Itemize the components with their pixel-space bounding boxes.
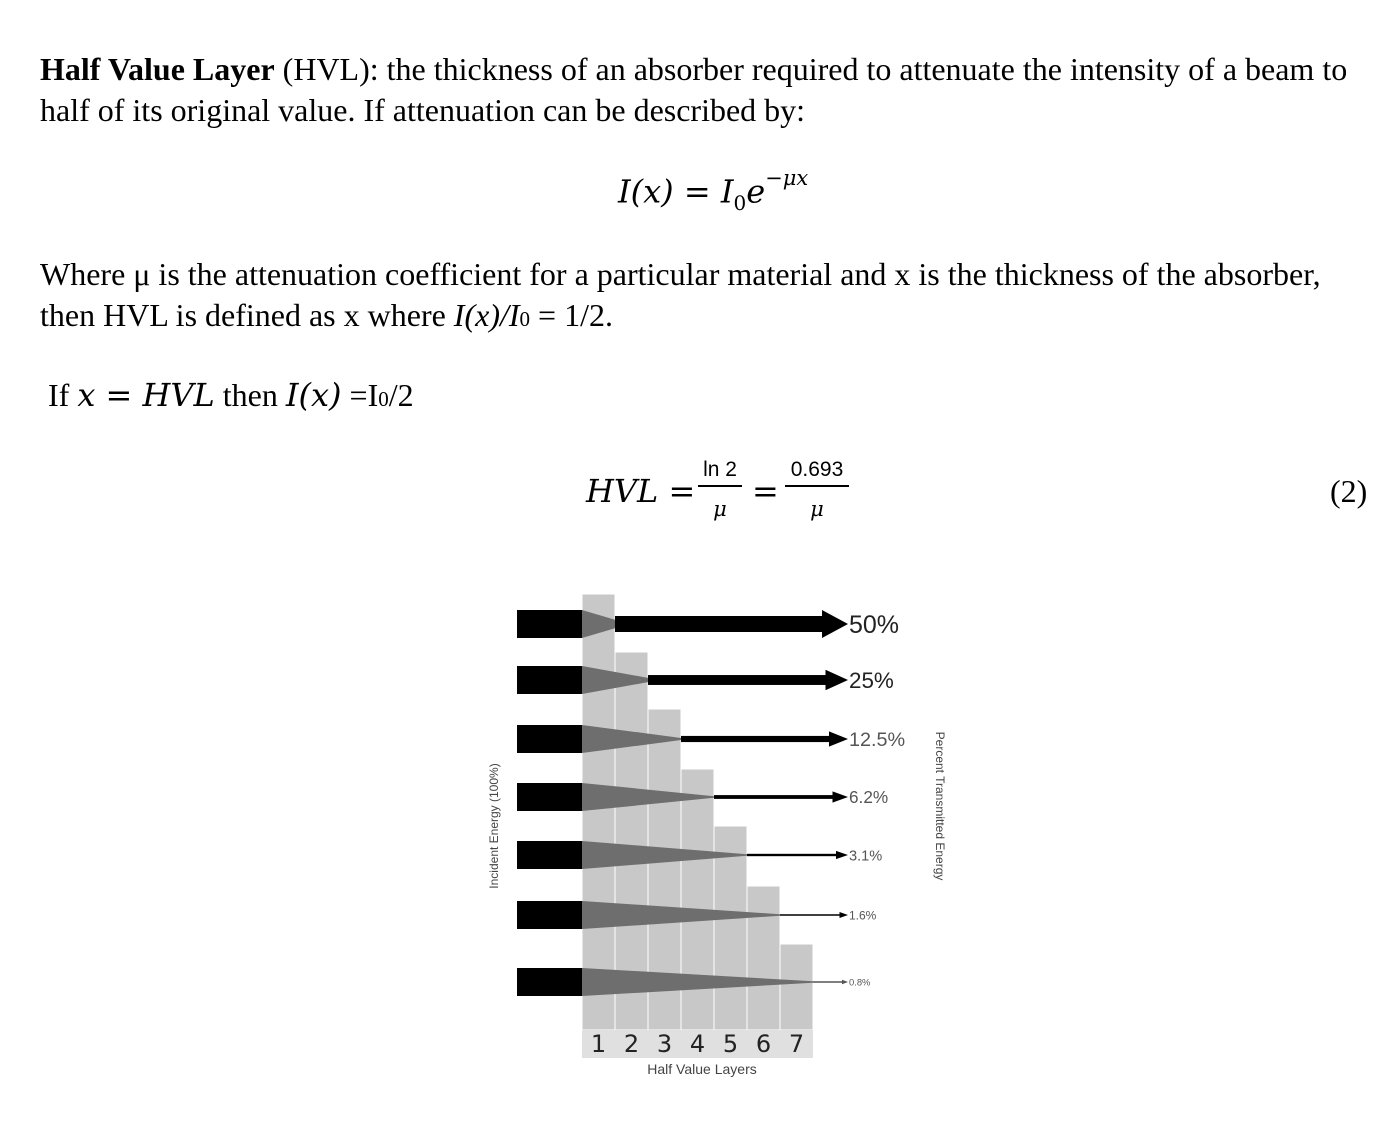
eq1-e: e: [746, 172, 766, 211]
frac2-numerator: 0.693: [790, 458, 844, 481]
eq1-lhs: I(x): [618, 172, 674, 211]
transmitted-beam-4: [714, 795, 833, 799]
arrow-head-1: [822, 610, 848, 638]
where-tail: = 1/2.: [530, 297, 613, 333]
arrow-head-4: [833, 791, 849, 802]
absorber-layer-6: [747, 886, 780, 1030]
hvl-mid-equals: =: [752, 472, 779, 510]
absorber-layer-4: [681, 769, 714, 1030]
frac1-denominator: μ: [713, 497, 727, 521]
fraction-0693: [785, 458, 849, 521]
definition-text: (HVL): the thickness of an absorber required to attenuate the intensity of a beam to half of its original value. If attenuation can be described by:: [40, 51, 1348, 128]
layer-number: 5: [722, 1030, 739, 1058]
eq1-sub: 0: [733, 191, 747, 216]
fraction-ln2: [698, 458, 742, 521]
incident-bar-5: [517, 841, 582, 869]
where-text: Where μ is the attenuation coefficient for a particular material and x is the thickness of the absorber, then HVL is defined as x where: [40, 256, 1321, 333]
layer-number: 6: [755, 1030, 772, 1058]
incident-bar-2: [517, 666, 582, 694]
if-condition: x = HVL: [77, 376, 215, 414]
where-paragraph: [40, 254, 1360, 340]
percent-label: 6.2%: [849, 787, 889, 808]
percent-label: 50%: [849, 611, 900, 639]
then-word: then: [214, 377, 286, 413]
hvl-lhs: HVL =: [586, 472, 696, 510]
transmitted-beam-7: [813, 981, 842, 983]
eq1-equals: =: [673, 172, 721, 211]
where-ratio: I(x)/I: [453, 297, 520, 333]
if-word: If: [48, 377, 78, 413]
incident-bar-4: [517, 783, 582, 811]
transmitted-beam-3: [681, 736, 829, 742]
if-ix: I(x): [285, 376, 342, 414]
if-equals: =I: [341, 377, 379, 413]
term-hvl: Half Value Layer: [40, 51, 275, 87]
absorber-layer-7: [780, 944, 813, 1030]
frac2-denominator: μ: [810, 497, 824, 521]
absorber-layer-1: [582, 594, 615, 1030]
layer-number: 2: [623, 1030, 640, 1058]
percent-label: 0.8%: [849, 976, 871, 988]
where-ratio-sub: 0: [519, 307, 531, 331]
transmitted-beam-6: [780, 914, 840, 916]
arrow-head-7: [842, 980, 848, 985]
if-line: [48, 376, 414, 414]
transmitted-beam-1: [615, 616, 822, 632]
eq1-base: I: [720, 172, 734, 211]
frac1-numerator: ln 2: [703, 458, 737, 481]
if-sub: 0: [378, 387, 389, 411]
equation-number: (2): [1330, 473, 1368, 509]
layer-number: 7: [788, 1030, 805, 1058]
percent-label: 12.5%: [849, 729, 906, 752]
diagram-shapes: [517, 594, 848, 1058]
incident-bar-7: [517, 968, 582, 996]
y-axis-label: Incident Energy (100%): [487, 763, 501, 889]
incident-bar-6: [517, 901, 582, 929]
frac1-bar: [698, 485, 742, 487]
percent-label: 1.6%: [849, 908, 877, 923]
frac2-bar: [785, 485, 849, 487]
hvl-diagram: [470, 580, 950, 1100]
percent-label: 3.1%: [849, 848, 883, 865]
definition-paragraph: [40, 49, 1360, 131]
right-axis-label: Percent Transmitted Energy: [933, 731, 947, 881]
layer-number: 1: [590, 1030, 607, 1058]
arrow-head-2: [826, 670, 849, 690]
attenuation-equation: [618, 166, 809, 216]
transmitted-beam-5: [747, 854, 836, 856]
layer-number: 3: [656, 1030, 673, 1058]
incident-bar-1: [517, 610, 582, 638]
arrow-head-6: [840, 912, 849, 918]
arrow-head-5: [836, 851, 848, 859]
layer-number: 4: [689, 1030, 706, 1058]
arrow-head-3: [829, 731, 848, 746]
x-axis-label: Half Value Layers: [647, 1061, 757, 1077]
transmitted-beam-2: [648, 675, 826, 685]
percent-label: 25%: [849, 668, 894, 694]
eq1-exponent: −μx: [765, 166, 809, 190]
incident-bar-3: [517, 725, 582, 753]
if-tail: /2: [388, 377, 414, 413]
